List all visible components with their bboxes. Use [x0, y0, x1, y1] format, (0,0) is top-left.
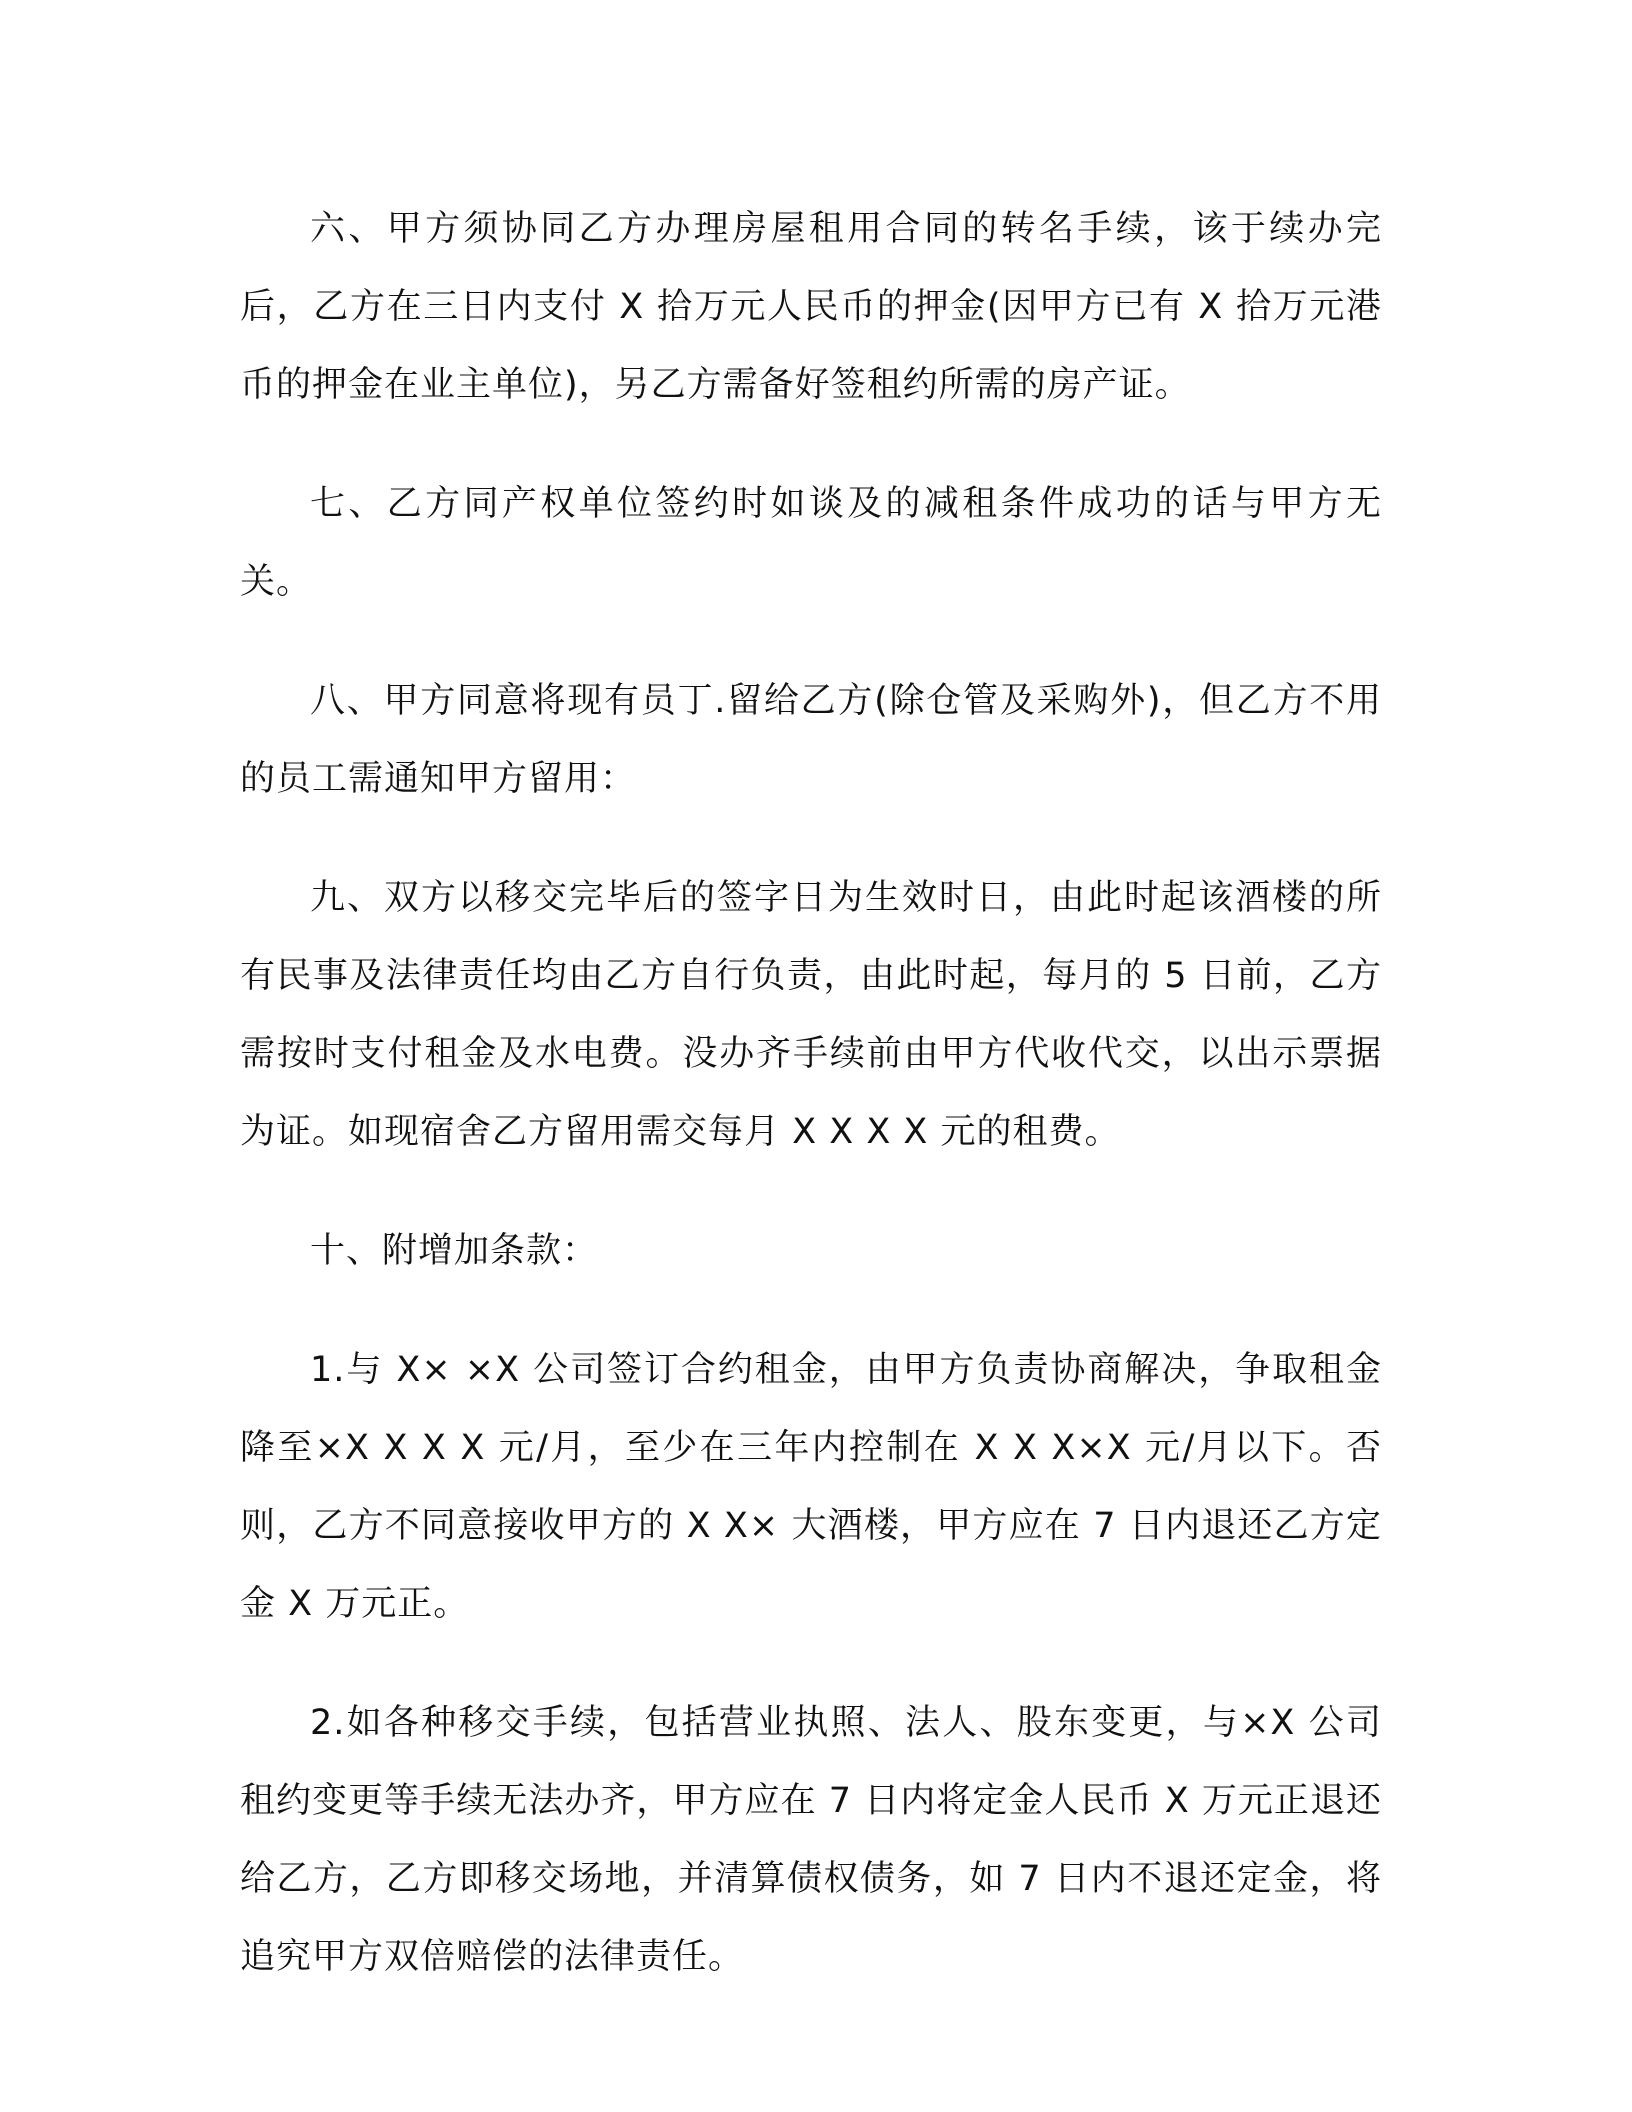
clause-eight: 八、甲方同意将现有员丁.留给乙方(除仓管及采购外)，但乙方不用的员工需通知甲方留用：	[240, 681, 1382, 799]
clause-six: 六、甲方须协同乙方办理房屋租用合同的转名手续，该于续办完后，乙方在三日内支付 X 拾万元人民币的押金(因甲方已有 X 拾万元港币的押金在业主单位)，另乙方需备好签租约所需的房产证。	[240, 209, 1382, 405]
additional-term-1: 1.与 X× ×X 公司签订合约租金，由甲方负责协商解决，争取租金降至×X X X X 元/月，至少在三年内控制在 X X X×X 元/月以下。否则，乙方不同意接收甲方的 X X× 大酒楼，甲方应在 7 日内退还乙方定金 X 万元正。	[240, 1350, 1382, 1624]
additional-term-2: 2.如各种移交手续，包括营业执照、法人、股东变更，与×X 公司租约变更等手续无法办齐，甲方应在 7 日内将定金人民币 X 万元正退还给乙方，乙方即移交场地，并清算债权债务，如 7 日内不退还定金，将追究甲方双倍赔偿的法律责任。	[240, 1703, 1382, 1977]
clause-ten-heading: 十、附增加条款：	[310, 1231, 599, 1271]
clause-nine: 九、双方以移交完毕后的签字日为生效时日，由此时起该酒楼的所有民事及法律责任均由乙方自行负责，由此时起，每月的 5 日前，乙方需按时支付租金及水电费。没办齐手续前由甲方代收代交，以出示票据为证。如现宿舍乙方留用需交每月 X X X X 元的租费。	[240, 878, 1382, 1152]
document-body	[240, 190, 1382, 2037]
clause-seven: 七、乙方同产权单位签约时如谈及的减租条件成功的话与甲方无关。	[240, 484, 1382, 602]
